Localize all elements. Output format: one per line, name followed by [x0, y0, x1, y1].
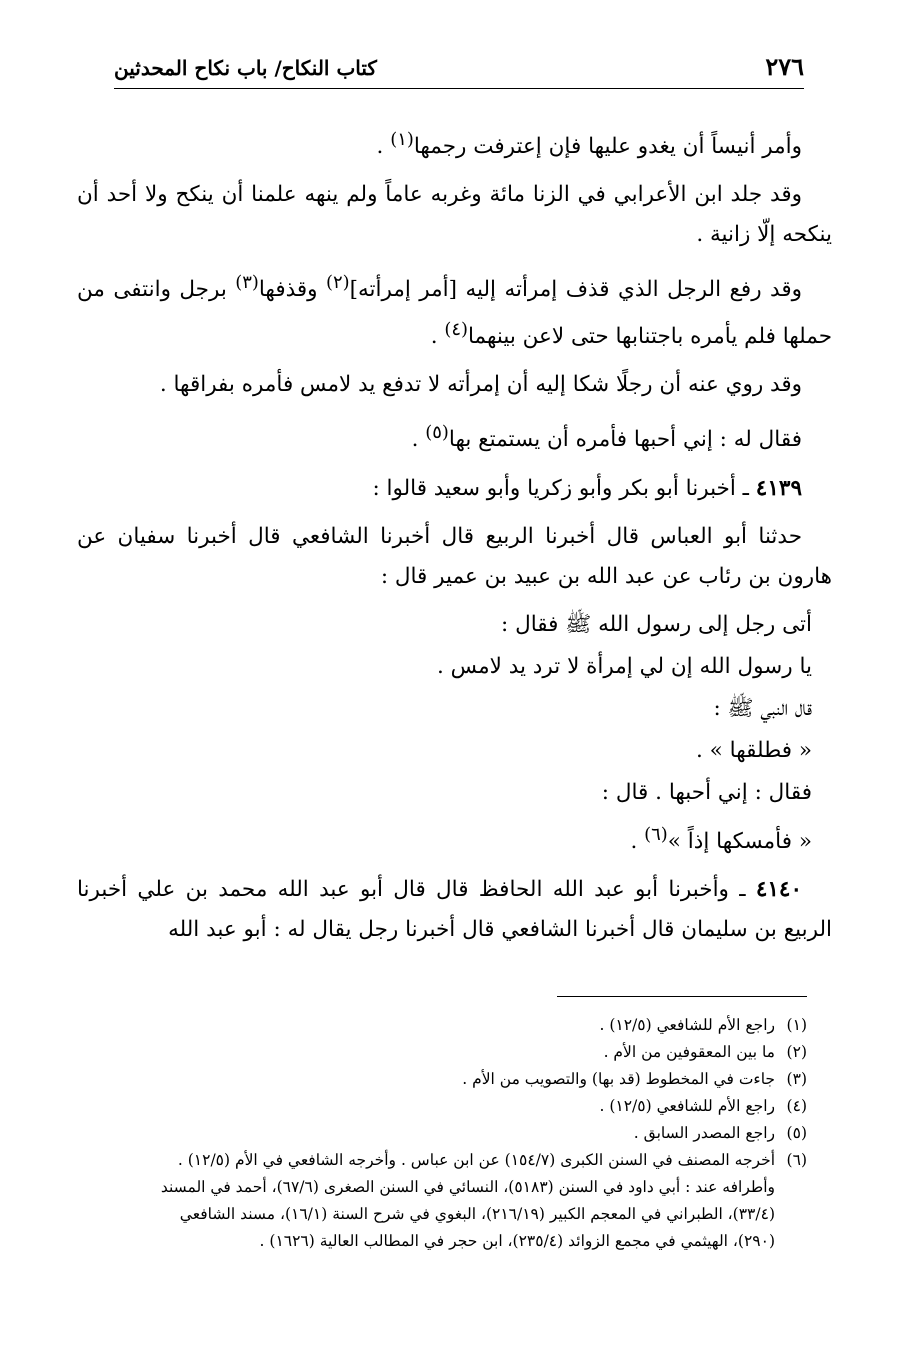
- footnote-number: (٥): [786, 1124, 807, 1142]
- narration-line-6: « فأمسكها إذاً »$^{(٦)}$ .: [630, 823, 812, 854]
- footnote-number: (٤): [786, 1097, 807, 1115]
- footnote-text: ما بين المعقوفين من الأم .: [603, 1043, 775, 1061]
- footnote: [107, 1039, 807, 1066]
- footnote-text: راجع الأم للشافعي (١٢/٥) .: [599, 1016, 775, 1034]
- footnote-number: (٢): [786, 1043, 807, 1061]
- footnote-text: راجع المصدر السابق .: [633, 1124, 775, 1142]
- footnote-separator: [557, 996, 807, 997]
- footnote-continuation: [107, 1174, 807, 1255]
- footnote-ref: (٥): [425, 422, 449, 444]
- footnote-ref: (١): [390, 129, 414, 150]
- hadith-4139: ٤١٣٩ ـ أخبرنا أبو بكر وأبو زكريا وأبو سعيد قالوا :: [372, 475, 802, 501]
- footnote-ref: (٢): [326, 272, 350, 294]
- footnote: [107, 1066, 807, 1093]
- paragraph-5: فقال له : إني أحبها فأمره أن يستمتع بها$^{(٥)}$ .: [411, 422, 802, 453]
- paragraph-3: وقد رفع الرجل الذي قذف إمرأته إليه [أمر إمرأته]$^{(٢)}$ وقذفها$^{(٣)}$ برجل وانتفى من حملها فلم يأمره باجتنابها حتى لاعن بينهما$^{(٤)}$ .: [77, 272, 832, 350]
- page-header: [114, 52, 804, 89]
- footnote-ref: (٤): [444, 319, 468, 341]
- footnote: [107, 1120, 807, 1147]
- footnote-number: (٣): [786, 1070, 807, 1088]
- running-title: كتاب النكاح/ باب نكاح المحدثين: [114, 56, 377, 80]
- paragraph-4: وقد روي عنه أن رجلًا شكا إليه أن إمرأته لا تدفع يد لامس فأمره بفراقها .: [159, 372, 802, 398]
- footnote-text: وأطرافه عند : أبي داود في السنن (٥١٨٣)، النسائي في السنن الصغرى (٦٧/٦)، أحمد في المسند: [160, 1178, 775, 1196]
- footnote-text: جاءت في المخطوط (قد بها) والتصويب من الأم .: [462, 1070, 775, 1088]
- paragraph-1: وأمر أنيساً أن يغدو عليها فإن إعترفت رجمها$^{(١)}$ .: [376, 129, 802, 160]
- narration-line-1: أتى رجل إلى رسول الله ﷺ فقال :: [501, 611, 812, 637]
- footnote-number: (١): [786, 1016, 807, 1034]
- page-number: ٢٧٦: [765, 52, 804, 81]
- footnote-text: (٣٣/٤)، الطبراني في المعجم الكبير (٢١٦/١٩)، البغوي في شرح السنة (١٦/١)، مسند الشافعي: [179, 1205, 775, 1223]
- isnad-paragraph: حدثنا أبو العباس قال أخبرنا الربيع قال أخبرنا الشافعي قال أخبرنا سفيان عن هارون بن رئاب عن عبد الله بن عبيد بن عمير قال :: [77, 523, 832, 589]
- paragraph-2: وقد جلد ابن الأعرابي في الزنا مائة وغربه عاماً ولم ينهه علمنا أن ينكح ولا أحد أن ينكحه إلّا زانية .: [77, 182, 832, 248]
- footnote: [107, 1147, 807, 1174]
- footnote-ref: (٣): [235, 272, 259, 294]
- hadith-number: ٤١٤٠: [755, 876, 803, 902]
- footnote-text: أخرجه المصنف في السنن الكبرى (١٥٤/٧) عن ابن عباس . وأخرجه الشافعي في الأم (١٢/٥) .: [177, 1151, 775, 1169]
- narration-line-5: فقال : إني أحبها . قال :: [601, 779, 812, 805]
- footnote-text: (٢٩٠)، الهيثمي في مجمع الزوائد (٢٣٥/٤)، ابن حجر في المطالب العالية (١٦٢٦) .: [259, 1232, 775, 1250]
- footnote-ref: (٦): [644, 823, 668, 845]
- main-text: [77, 120, 832, 958]
- hadith-4140: ٤١٤٠ ـ وأخبرنا أبو عبد الله الحافظ قال قال أبو عبد الله محمد بن علي أخبرنا الربيع بن سليمان قال أخبرنا الشافعي قال أخبرنا رجل يقال له : أبو عبد الله: [77, 876, 832, 942]
- footnote: [107, 1093, 807, 1120]
- footnotes: [107, 1012, 807, 1255]
- narration-line-2: يا رسول الله إن لي إمرأة لا ترد يد لامس .: [437, 653, 812, 679]
- footnote-text: راجع الأم للشافعي (١٢/٥) .: [599, 1097, 775, 1115]
- hadith-number: ٤١٣٩: [755, 475, 802, 501]
- narration-line-3: قال النبي ﷺ :: [713, 695, 812, 721]
- footnote: [107, 1012, 807, 1039]
- footnote-number: (٦): [786, 1151, 807, 1169]
- narration-line-4: « فطلقها » .: [695, 737, 812, 763]
